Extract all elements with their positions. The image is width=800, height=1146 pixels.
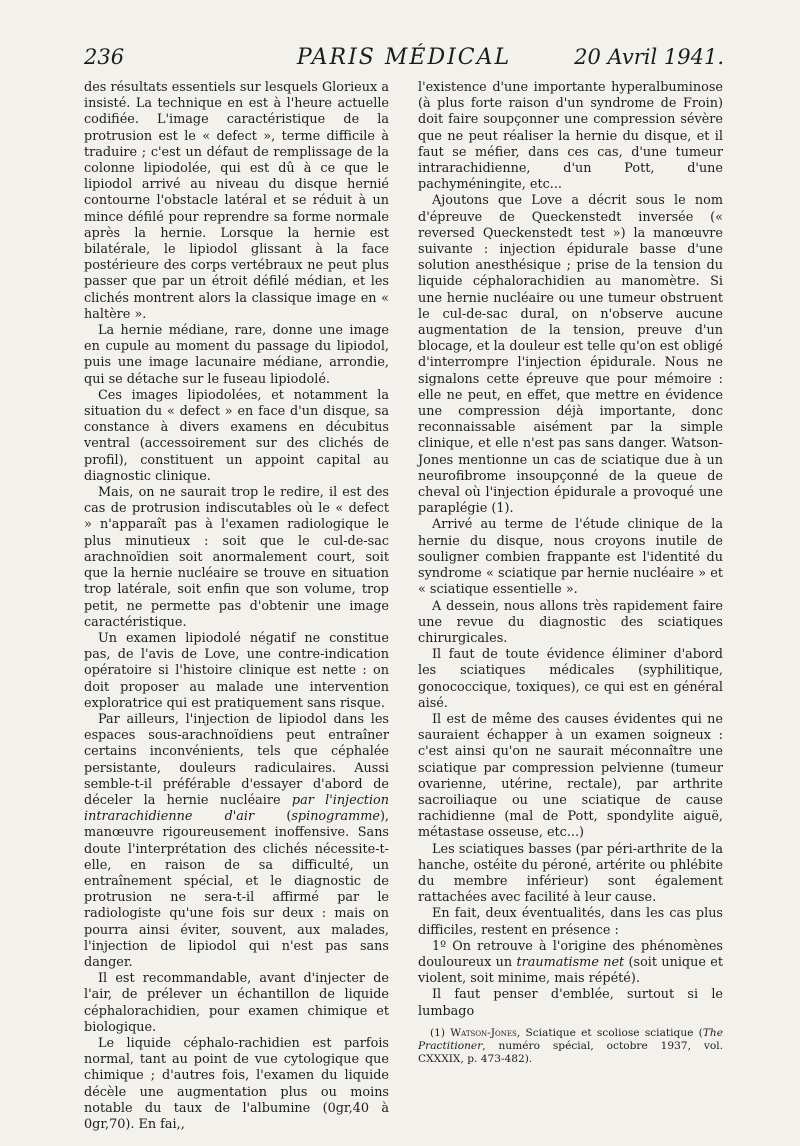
paragraph: 1º On retrouve à l'origine des phénomènes douloureux un traumatisme net (soit unique et violent, soit minime, mais répété). — [418, 938, 723, 987]
paragraph: Il faut penser d'emblée, surtout si le lumbago — [418, 987, 723, 1019]
right-column — [418, 80, 723, 1066]
paragraph: Il faut de toute évidence éliminer d'abord les sciatiques médicales (syphilitique, gonococcique, toxiques), ce qui est en général aisé. — [418, 647, 723, 711]
paragraph: Ajoutons que Love a décrit sous le nom d'épreuve de Queckenstedt inversée (« reversed Queckenstedt test ») la manœuvre suivante : injection épidurale basse d'une solution anesthésique ; prise de la tension du liquide céphalorachidien au manomètre. Si une hernie nucléaire ou une tumeur obstruent le cul-de-sac dural, on n'observe aucune augmentation de la tension, preuve d'un blocage, et la douleur est telle qu'on est obligé d'interrompre l'injection épidurale. Nous ne signalons cette épreuve que pour mémoire : elle ne peut, en effet, que mettre en évidence une compression déjà importante, donc reconnaissable aisément par la simple clinique, et elle n'est pas sans danger. Watson-Jones mentionne un cas de sciatique due à un neurofibrome insoupçonné de la queue de cheval où l'injection épidurale a provoqué une paraplégie (1). — [418, 193, 723, 517]
paragraph: Il est de même des causes évidentes qui ne sauraient échapper à un examen soigneux : c'est ainsi qu'on ne saurait méconnaître une sciatique par compression pelvienne (tumeur ovarienne, utérine, rectale), par arthrite sacroiliaque ou une sciatique de cause rachidienne (mal de Pott, spondylite aiguë, métastase osseuse, etc...) — [418, 711, 723, 841]
paragraph: Ces images lipiodolées, et notamment la situation du « defect » en face d'un disque, sa constance à divers examens en décubitus ventral (accessoirement sur des clichés de profil), constituent un appoint capital au diagnostic clinique. — [84, 387, 389, 484]
paragraph: Mais, on ne saurait trop le redire, il est des cas de protrusion indiscutables où le « defect » n'apparaît pas à l'examen radiologique le plus minutieux : soit que le cul-de-sac arachnoïdien soit anormalement court, soit que la hernie nucléaire se trouve en situation trop latérale, soit enfin que son volume, trop petit, ne permette pas d'obtenir une image caractéristique. — [84, 485, 389, 630]
page-header — [84, 45, 724, 75]
issue-date: 20 Avril 1941. — [574, 45, 724, 69]
footnote: (1) Watson-Jones, Sciatique et scoliose sciatique (The Practitioner, numéro spécial, octobre 1937, vol. CXXXIX, p. 473-482). — [418, 1026, 723, 1065]
paragraph: l'existence d'une importante hyperalbuminose (à plus forte raison d'un syndrome de Froin) doit faire soupçonner une compression sévère que ne peut réaliser la hernie du disque, et il faut se méfier, dans ces cas, d'une tumeur intrarachidienne, d'un Pott, d'une pachyméningite, etc... — [418, 80, 723, 193]
left-column — [84, 80, 389, 1133]
journal-title: PARIS MÉDICAL — [296, 45, 512, 70]
paragraph: A dessein, nous allons très rapidement faire une revue du diagnostic des sciatiques chirurgicales. — [418, 598, 723, 646]
paragraph: Un examen lipiodolé négatif ne constitue pas, de l'avis de Love, une contre-indication opératoire si l'histoire clinique est nette : on doit proposer au malade une intervention exploratrice qui est pratiquement sans risque. — [84, 630, 389, 711]
paragraph: Arrivé au terme de l'étude clinique de la hernie du disque, nous croyons inutile de souligner combien frappante est l'identité du syndrome « sciatique par hernie nucléaire » et « sciatique essentielle ». — [418, 517, 723, 598]
paragraph: Les sciatiques basses (par péri-arthrite de la hanche, ostéite du péroné, artérite ou phlébite du membre inférieur) sont également rattachées avec facilité à leur cause. — [418, 841, 723, 906]
paragraph: La hernie médiane, rare, donne une image en cupule au moment du passage du lipiodol, puis une image lacunaire médiane, arrondie, qui se détache sur le fuseau lipiodolé. — [84, 323, 389, 387]
paragraph: Il est recommandable, avant d'injecter de l'air, de prélever un échantillon de liquide céphalorachidien, pour examen chimique et biologique. — [84, 971, 389, 1035]
paragraph: Le liquide céphalo-rachidien est parfois normal, tant au point de vue cytologique que chimique ; d'autres fois, l'examen du liquide décèle une augmentation plus ou moins notable du taux de l'albumine (0gr,40 à 0gr,70). En fai,, — [84, 1035, 389, 1132]
paragraph: Par ailleurs, l'injection de lipiodol dans les espaces sous-arachnoïdiens peut entraîner certains inconvénients, tels que céphalée persistante, douleurs radiculaires. Aussi semble-t-il préférable d'essayer d'abord de déceler la hernie nucléaire par l'injection intrarachidienne d'air (spinogramme), manœuvre rigoureusement inoffensive. Sans doute l'interprétation des clichés nécessite-t-elle, en raison de sa difficulté, un entraînement spécial, et le diagnostic de protrusion ne sera-t-il affirmé par le radiologiste qu'une fois sur deux : mais on pourra ainsi éviter, souvent, aux malades, l'injection de lipiodol qui n'est pas sans danger. — [84, 711, 389, 970]
paragraph: des résultats essentiels sur lesquels Glorieux a insisté. La technique en est à l'heure actuelle codifiée. L'image caractéristique de la protrusion est le « defect », terme difficile à traduire ; c'est un défaut de remplissage de la colonne lipiodolée, qui est dû à ce que le lipiodol arrivé au niveau du disque hernié contourne l'obstacle latéral et se réduit à un mince défilé pour reprendre sa forme normale après la hernie. Lorsque la hernie est bilatérale, le lipiodol glissant à la face postérieure des corps vertébraux ne peut plus passer que par un étroit défilé médian, et les clichés montrent alors la classique image en « haltère ». — [84, 80, 389, 322]
italic-term: spinogramme — [291, 809, 380, 825]
italic-phrase: par l'injection intrarachidienne d'air — [84, 792, 389, 825]
italic-phrase: traumatisme net — [516, 954, 625, 970]
paragraph: En fait, deux éventualités, dans les cas plus difficiles, restent en présence : — [418, 906, 723, 938]
page-number: 236 — [84, 45, 125, 69]
